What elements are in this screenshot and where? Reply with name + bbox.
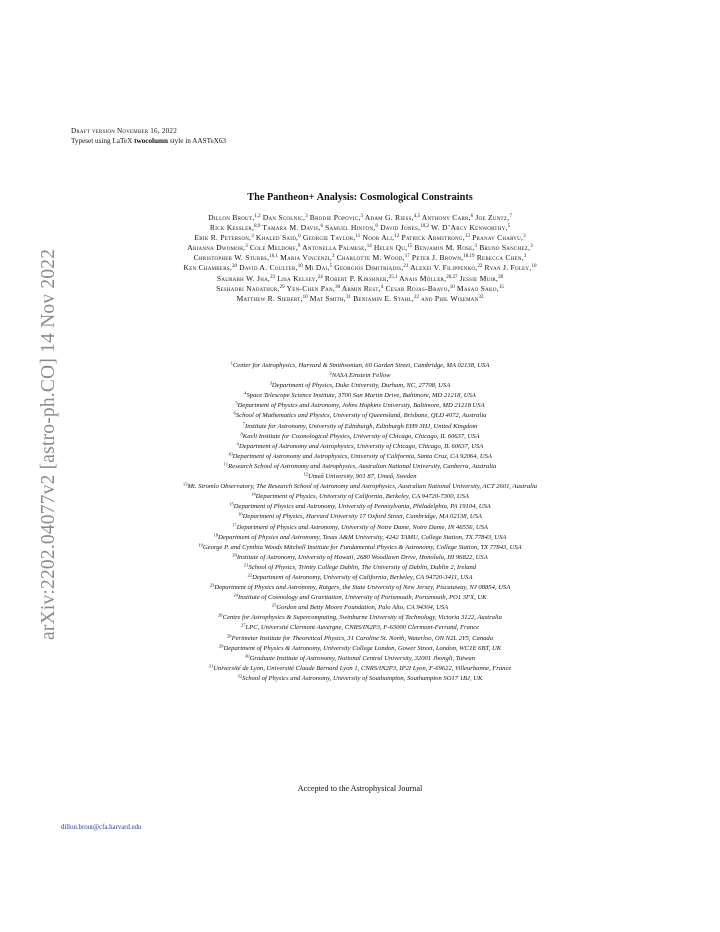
affiliation-number: 25 — [271, 602, 277, 608]
affiliation-item — [40, 472, 680, 482]
affiliation-item — [40, 432, 680, 442]
affiliation-item — [40, 371, 680, 381]
affiliation-number: 17 — [232, 521, 237, 527]
affiliation-text: Center for Astrophysics, Harvard & Smithsonian, 60 Garden Street, Cambridge, MA 02138, USA — [232, 362, 490, 369]
affiliation-number: 2 — [329, 370, 332, 376]
affiliation-item — [40, 442, 680, 452]
affiliation-text: Department of Astronomy and Astrophysics, University of Chicago, Chicago, IL 60637, USA — [238, 442, 484, 450]
affiliation-text: Graduate Institute of Astronomy, National Central University, 32001 Jhongli, Taiwan — [249, 654, 475, 662]
affiliation-text: Department of Physics, Harvard University 17 Oxford Street, Cambridge, MA 02138, USA — [242, 513, 482, 521]
affiliation-number: 20 — [232, 552, 237, 558]
affiliation-item — [40, 502, 680, 512]
affiliation-item — [40, 361, 680, 371]
affiliation-number: 21 — [243, 562, 249, 568]
affiliation-number: 1 — [230, 360, 233, 366]
affiliation-item — [40, 533, 680, 543]
author-line: Rick Kessler,$^{8,9}$ Tamara M. Davis,$^6$ Samuel Hinton,$^6$ David Jones,$^{10,2}$ W. D’Arcy Kenworthy,$^5$ — [209, 223, 511, 233]
affiliation-text: Department of Physics and Astronomy, University of Notre Dame, Notre Dame, IN 46556, USA — [236, 523, 488, 531]
affiliation-number: 13 — [182, 481, 188, 487]
affiliation-item — [40, 411, 680, 421]
affiliation-number: 32 — [237, 673, 243, 679]
affiliation-text: Université de Lyon, Université Claude Bernard Lyon 1, CNRS/IN2P3, IP2I Lyon, F-69622, Villeurbanne, France — [213, 664, 512, 672]
affiliation-text: Department of Astronomy and Astrophysics, University of California, Santa Cruz, CA 92064, USA — [232, 452, 492, 460]
affiliation-item — [40, 401, 680, 411]
arxiv-identifier-stamp: arXiv:2202.04077v2 [astro-ph.CO] 14 Nov 2022 — [38, 248, 59, 640]
affiliation-number: 6 — [233, 410, 236, 416]
author-line: Matthew R. Siebert,$^{10}$ Mat Smith,$^{31}$ Benjamin E. Stahl,$^{22}$ and Phil Wiseman$^{32}$ — [236, 293, 484, 303]
affiliation-text: Perimeter Institute for Theoretical Physics, 31 Caroline St. North, Waterloo, ON N2L 2Y5, Canada — [231, 634, 494, 642]
affiliation-item — [40, 381, 680, 391]
affiliation-text: Department of Physics, Duke University, Durham, NC, 27708, USA — [271, 382, 451, 390]
affiliation-text: Department of Physics and Astronomy, University of Pennsylvania, Philadelphia, PA 19104, USA — [233, 503, 491, 511]
affiliation-number: 5 — [235, 400, 238, 406]
affiliation-text: George P. and Cynthia Woods Mitchell Institute for Fundamental Physics & Astronomy, College Station, TX 77843, USA — [202, 543, 522, 551]
affiliation-number: 9 — [236, 441, 239, 447]
author-list — [50, 213, 670, 304]
affiliation-item — [40, 634, 680, 644]
author-line: Arianna Dwomoh,$^3$ Cole Meldorf,$^9$ Antonella Palmese,$^{14}$ Helen Qu,$^{15}$ Benjamin M. Rose,$^3$ Bruno Sanchez,$^3$ — [187, 243, 533, 253]
affiliation-item — [40, 664, 680, 674]
affiliation-text: Space Telescope Science Institute, 3700 San Martin Drive, Baltimore, MD 21218, USA — [246, 392, 476, 400]
affiliation-number: 22 — [247, 572, 253, 578]
affiliation-text: School of Physics, Trinity College Dublin, The University of Dublin, Dublin 2, Ireland — [248, 563, 477, 571]
affiliation-text: Department of Physics, University of California, Berkeley, CA 94720-7300, USA — [255, 493, 469, 501]
affiliation-item — [40, 613, 680, 623]
affiliation-text: Research School of Astronomy and Astrophysics, Australian National University, Canberra, Australia — [228, 462, 497, 470]
affiliation-number: 26 — [218, 612, 223, 618]
affiliation-number: 7 — [242, 420, 245, 426]
affiliation-text: Department of Physics and Astronomy, Texas A&M University, 4242 TAMU, College Station, TX 77843, USA — [218, 533, 507, 541]
affiliation-number: 12 — [303, 471, 309, 477]
affiliation-item — [40, 482, 680, 492]
author-line: Saurabh W. Jha,$^{23}$ Lisa Kelsey,$^{24}$ Robert P. Kirshner,$^{25,1}$ Anais Möller,$^{26,27}$ Jessie Muir,$^{28}$ — [216, 273, 504, 283]
affiliation-item — [40, 623, 680, 633]
affiliation-text: Centre for Astrophysics & Supercomputing, Swinburne University of Technology, Victoria 3122, Australia — [222, 614, 502, 622]
affiliation-item — [40, 452, 680, 462]
affiliation-item — [40, 523, 680, 533]
affiliation-item — [40, 391, 680, 401]
affiliation-number: 4 — [244, 390, 247, 396]
draft-header — [71, 126, 226, 146]
affiliation-text: School of Physics and Astronomy, University of Southampton, Southampton SO17 1BJ, UK — [242, 674, 483, 682]
affiliation-number: 16 — [238, 511, 243, 517]
paper-title: The Pantheon+ Analysis: Cosmological Constraints — [247, 192, 473, 203]
typeset-line: Typeset using LaTeX twocolumn style in AASTeX63 — [71, 137, 227, 145]
affiliation-text: Department of Physics and Astronomy, Rutgers, the State University of New Jersey, Piscataway, NJ 08854, USA — [214, 584, 511, 592]
affiliation-item — [40, 553, 680, 563]
affiliation-text: Institute for Astronomy, University of Edinburgh, Edinburgh EH9 3HJ, United Kingdom — [245, 422, 478, 430]
author-line: Dillon Brout,$^{1,2}$ Dan Scolnic,$^3$ Brodie Popovic,$^3$ Adam G. Riess,$^{4,5}$ Anthony Carr,$^6$ Joe Zuntz,$^7$ — [208, 213, 512, 222]
affiliation-item — [40, 674, 680, 684]
affiliation-number: 11 — [223, 461, 229, 467]
author-line: Seshadri Nadathur,$^{29}$ Yen-Chen Pan,$^{30}$ Armin Rest,$^4$ Cesar Rojas-Bravo,$^{10}$ Masao Sako,$^{15}$ — [216, 283, 504, 293]
affiliation-number: 27 — [240, 622, 246, 628]
author-line: Erik R. Peterson,$^3$ Khaled Said,$^6$ Georgie Taylor,$^{11}$ Noor Ali,$^{12}$ Patrick Armstrong,$^{13}$ Pranav Charvu,$^3$ — [194, 233, 526, 243]
affiliation-number: 15 — [229, 501, 234, 507]
latex-logo: LaTeX — [112, 137, 133, 145]
affiliation-list — [40, 361, 680, 684]
affiliation-number: 14 — [251, 491, 256, 497]
author-line: Ken Chambers,$^{20}$ David A. Coulter,$^{10}$ Mi Dai,$^5$ Georgios Dimitriadis,$^{21}$ Alexei V. Filippenko,$^{22}$ Ryan J. Foley,$^{10}$ — [183, 263, 537, 273]
affiliation-item — [40, 644, 680, 654]
draft-version-line: Draft version November 16, 2022 — [71, 127, 178, 135]
affiliation-item — [40, 573, 680, 583]
affiliation-item — [40, 563, 680, 573]
affiliation-number: 24 — [233, 592, 239, 598]
affiliation-item — [40, 462, 680, 472]
affiliation-number: 30 — [244, 653, 250, 659]
affiliation-number: 3 — [269, 380, 272, 386]
affiliation-number: 31 — [208, 663, 214, 669]
affiliation-item — [40, 593, 680, 603]
affiliation-text: Gordon and Betty Moore Foundation, Palo Alto, CA 94304, USA — [276, 604, 449, 612]
affiliation-text: Mt. Stromlo Observatory, The Research School of Astronomy and Astrophysics, Australian National University, ACT 2601, Australia — [187, 483, 538, 491]
affiliation-text: LPC, Université Clermont Auvergne, CNRS/IN2P3, F-63000 Clermont-Ferrand, France — [245, 624, 480, 632]
affiliation-item — [40, 603, 680, 613]
affiliation-number: 28 — [226, 632, 232, 638]
affiliation-text: Department of Physics & Astronomy, University College London, Gower Street, London, WC1E 6BT, UK — [223, 644, 502, 652]
affiliation-number: 29 — [218, 643, 224, 649]
affiliation-item — [40, 492, 680, 502]
affiliation-text: Department of Physics and Astronomy, Johns Hopkins University, Baltimore, MD 21218 USA — [237, 402, 485, 410]
affiliation-text: NASA Einstein Fellow — [331, 372, 391, 380]
affiliation-item — [40, 654, 680, 664]
acceptance-note: Accepted to the Astrophysical Journal — [297, 784, 423, 793]
affiliation-item — [40, 422, 680, 432]
author-line: Christopher W. Stubbs,$^{16,1}$ Maria Vincenzi,$^3$ Charlotte M. Wood,$^{17}$ Peter J. Brown,$^{18,19}$ Rebecca Chen,$^3$ — [193, 253, 527, 263]
affiliation-number: 8 — [240, 431, 243, 437]
affiliation-number: 10 — [228, 451, 233, 457]
affiliation-text: Umeå University, 901 87, Umeå, Sweden — [308, 473, 417, 481]
affiliation-number: 23 — [209, 582, 215, 588]
affiliation-item — [40, 543, 680, 553]
affiliation-number: 18 — [213, 532, 219, 537]
affiliation-text: Institute of Cosmology and Gravitation, University of Portsmouth, Portsmouth, PO1 3FX, UK — [238, 594, 487, 602]
affiliation-text: Department of Astronomy, University of California, Berkeley, CA 94720-3411, USA — [252, 573, 473, 581]
affiliation-item — [40, 583, 680, 593]
corresponding-email-link[interactable]: dillon.brout@cfa.harvard.edu — [61, 824, 142, 831]
affiliation-number: 19 — [198, 542, 203, 548]
affiliation-text: School of Mathematics and Physics, University of Queensland, Brisbane, QLD 4072, Australia — [235, 412, 487, 420]
affiliation-text: Kavli Institute for Cosmological Physics, University of Chicago, Chicago, IL 60637, USA — [242, 432, 480, 440]
affiliation-item — [40, 512, 680, 522]
affiliation-text: Institute of Astronomy, University of Hawaii, 2680 Woodlawn Drive, Honolulu, HI 96822, USA — [236, 553, 488, 561]
